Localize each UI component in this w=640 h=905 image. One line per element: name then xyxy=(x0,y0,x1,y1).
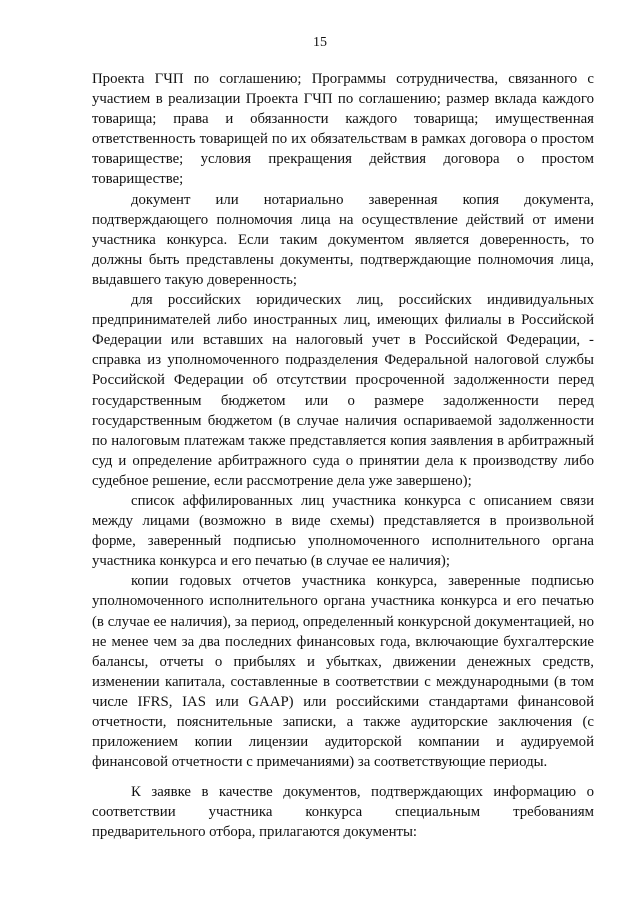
page-number: 15 xyxy=(313,35,327,50)
document-body xyxy=(92,69,594,843)
paragraph-authority-document: документ или нотариально заверенная копия документа, подтверждающего полномочия лица на осуществление действий от имени участника конкурса. Если таким документом является доверенность, то должны быть представлены документы, подтверждающие полномочия лица, выдавшего такую доверенность; xyxy=(92,191,594,288)
paragraph-annual-reports: копии годовых отчетов участника конкурса, заверенные подписью уполномоченного исполнительного органа участника конкурса и его печатью (в случае ее наличия), за период, определенный конкурсной документацией, но не менее чем за два последних финансовых года, включающие бухгалтерские балансы, отчеты о прибылях и убытках, движении денежных средств, изменении капитала, составленные в соответствии с международными (в том числе IFRS, IAS или GAAP) или российскими стандартами финансовой отчетности, пояснительные записки, а также аудиторские заключения (с приложением копии лицензии аудиторской компании и аудируемой финансовой отчетности с примечаниями) за соответствующие периоды. xyxy=(92,573,594,771)
paragraph-partnership-terms: Проекта ГЧП по соглашению; Программы сотрудничества, связанного с участием в реализации Проекта ГЧП по соглашению; размер вклада каждого товарища; права и обязанности каждого товарища; имущественная ответственность товарищей по их обязательствам в рамках договора о простом товариществе; условия прекращения действия договора о простом товариществе; xyxy=(92,71,594,188)
paragraph-affiliated-persons: список аффилированных лиц участника конкурса с описанием связи между лицами (возможно в виде схемы) представляется в произвольной форме, заверенный подписью уполномоченного исполнительного органа участника конкурса и его печатью (в случае ее наличия); xyxy=(92,492,594,570)
paragraph-tax-certificate: для российских юридических лиц, российских индивидуальных предпринимателей либо иностранных лиц, имеющих филиалы в Российской Федерации или вставших на налоговый учет в Российской Федерации, - справка из уполномоченного подразделения Федеральной налоговой службы Российской Федерации об отсутствии просроченной задолженности перед государственным бюджетом или о размере задолженности перед государственным бюджетом (в случае наличия оспариваемой задолженности по налоговым платежам также представляется копия заявления в арбитражный суд и определение арбитражного суда о принятии дела к производству либо судебное решение, если рассмотрение дела уже завершено); xyxy=(92,292,594,489)
paragraph-special-requirements: К заявке в качестве документов, подтверждающих информацию о соответствии участника конкурса специальным требованиям предварительного отбора, прилагаются документы: xyxy=(92,784,594,841)
